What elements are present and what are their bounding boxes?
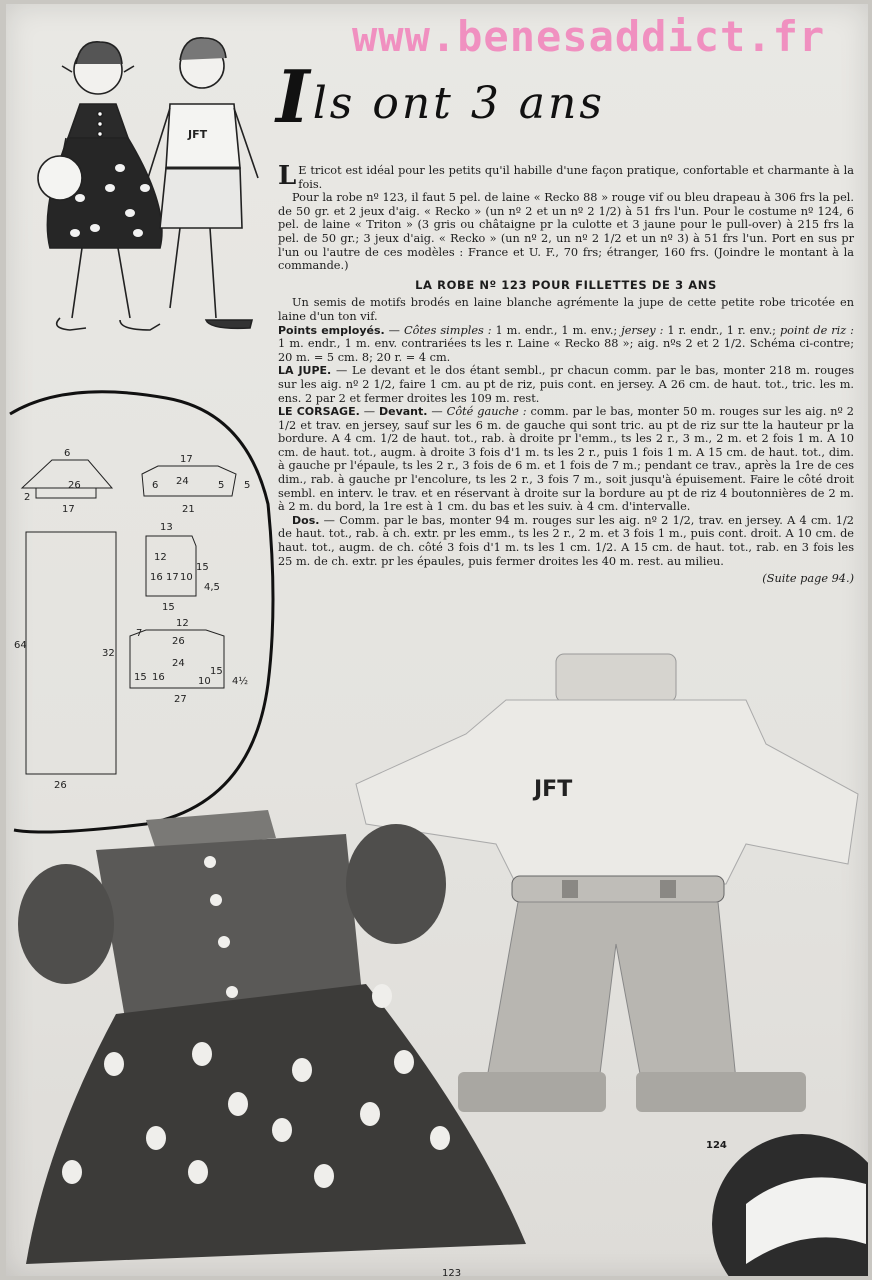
- page-number: 123: [442, 1268, 462, 1276]
- figure-label: 124: [706, 1140, 727, 1151]
- collar-top: 6: [64, 448, 71, 459]
- back-h2: 16: [152, 672, 165, 683]
- dos-paragraph: Dos. — Comm. par le bas, monter 94 m. rouges sur les aig. nº 2 1/2, trav. en jersey. A 4 cm. 1/2 de haut. tot., rab. à ch. extr. pr les emm., ts les 2 r., 2 m. et 3 fois 1 m., puis cont. droit. A 10 cm. de haut. tot., augm. de ch. côté 3 fois d'1 m. ts les 1 cm. 1/2. A 15 cm. de haut. tot., rab. en 3 fois les 25 m. de ch. extr. pr les épaules, puis fermer droites les 40 m. rest. au milieu.: [278, 513, 854, 568]
- sleeve-top: 17: [180, 454, 193, 465]
- jupe-paragraph: LA JUPE. — Le devant et le dos étant sembl., pr chacun comm. par le bas, monter 218 m. rouges sur les aig. nº 2 1/2, faire 1 cm. au pt de riz, puis cont. en jersey. A 26 cm. de haut. tot., tric. les m. ens. 2 par 2 et fermer droites les 109 m. rest.: [278, 364, 854, 405]
- sleeve-bottom: 21: [182, 504, 195, 515]
- back-top: 12: [176, 618, 189, 629]
- front-inner: 12: [154, 552, 167, 563]
- boy-figure: [148, 38, 258, 328]
- magazine-page: [6, 4, 868, 1276]
- front-mid2: 10: [180, 572, 193, 583]
- front-right: 15: [196, 562, 209, 573]
- intro-paragraph: L E tricot est idéal pour les petits qu'il habille d'une façon pratique, confortable et charmante à la fois.: [278, 161, 854, 191]
- girl-dress-123: [18, 810, 526, 1264]
- front-left: 16: [150, 572, 163, 583]
- skirt-bottom: 26: [54, 780, 67, 791]
- collar-width: 26: [68, 480, 81, 491]
- article-body: [278, 161, 854, 586]
- corsage-paragraph: LE CORSAGE. — Devant. — Côté gauche : comm. par le bas, monter 50 m. rouges sur les aig. nº 2 1/2 et trav. en jersey, sauf sur les 6 m. de gauche qui sont tric. au pt de riz sur tte la hauteur pr la bordure. A 4 cm. 1/2 de haut. tot., rab. à droite pr l'emm., ts les 2 r., 3 m., 2 m. et 2 fois 1 m. A 10 cm. de haut. tot., augm. à droite 3 fois d'1 m. ts les 2 r., puis 1 fois 1 m. A 15 cm. de haut. tot., dim. à gauche pr l'épaule, ts les 2 r., 3 fois de 6 m. et 1 fois de 7 m.; pendant ce trav., après la 1re de ces dim., rab. à gauche pr l'encolure, ts les 2 r., 3 fois 7 m., soit jusqu'à épuisement. Faire le côté droit sembl. en interv. le trav. et en réservant à droite sur la bordure au pt de riz 4 boutonnières de 2 m. à 2 m. du bord, la 1re est à 1 cm. du bas et les suiv. à 4 cm. d'intervalle.: [278, 405, 854, 514]
- collar-bottom: 17: [62, 504, 75, 515]
- back-h4: 10: [198, 676, 211, 687]
- watermark: www.benesaddict.fr: [352, 12, 826, 61]
- collar-side: 2: [24, 492, 31, 503]
- section-heading: LA ROBE Nº 123 POUR FILLETTES DE 3 ANS: [415, 277, 717, 292]
- collar-piece: [22, 460, 112, 498]
- sleeve-left: 6: [152, 480, 159, 491]
- back-left: 7: [136, 628, 143, 639]
- front-mid1: 17: [166, 572, 179, 583]
- back-bottom: 27: [174, 694, 187, 705]
- continued-note: (Suite page 94.): [762, 572, 854, 586]
- girl-figure: [38, 42, 162, 330]
- back-w2: 24: [172, 658, 185, 669]
- robe-intro: Un semis de motifs brodés en laine blanche agrémente la jupe de cette petite robe tricotée en laine d'un ton vif.: [278, 296, 854, 323]
- skirt-height: 64: [14, 640, 27, 651]
- front-top: 13: [160, 522, 173, 533]
- front-far: 4,5: [204, 582, 220, 593]
- boy-monogram: JFT: [188, 128, 208, 141]
- back-h1: 15: [134, 672, 147, 683]
- page-title: Ils ont 3 ans: [276, 54, 605, 139]
- sleeve-inner: 24: [176, 476, 189, 487]
- back-h3: 15: [210, 666, 223, 677]
- sleeve-right: 5: [218, 480, 225, 491]
- sleeve-side: 5: [244, 480, 251, 491]
- back-w1: 26: [172, 636, 185, 647]
- materials-paragraph: Pour la robe nº 123, il faut 5 pel. de laine « Recko 88 » rouge vif ou bleu drapeau à 306 frs la pel. de 50 gr. et 2 jeux d'aig. « Recko » (un nº 2 et un nº 2 1/2) à 51 frs l'un. Pour le costume nº 124, 6 pel. de laine « Triton » (3 gris ou châtaigne pr la culotte et 3 jaune pour le pull-over) à 215 frs la pel. de 50 gr.; 3 jeux d'aig. « Recko » (un nº 2, un nº 2 1/2 et un nº 3) à 51 frs l'un. Port en sus pr l'un ou l'autre de ces modèles : France et U. F., 70 frs; étranger, 160 frs. (Joindre le montant à la commande.): [278, 191, 854, 273]
- points-paragraph: Points employés. — Côtes simples : 1 m. endr., 1 m. env.; jersey : 1 r. endr., 1 r. env.; point de riz : 1 m. endr., 1 m. env. contrariées ts les r. Laine « Recko 88 »; aig. nºs 2 et 2 1/2. Schéma ci-contre; 20 m. = 5 cm. 8; 20 r. = 4 cm.: [278, 323, 854, 364]
- jft-monogram: JFT: [534, 777, 573, 802]
- front-bottom: 15: [162, 602, 175, 613]
- children-illustration: [20, 28, 270, 348]
- skirt-half: 32: [102, 648, 115, 659]
- front-piece: [146, 536, 196, 596]
- back-far: 4½: [232, 676, 249, 687]
- garments-photo: [6, 644, 868, 1276]
